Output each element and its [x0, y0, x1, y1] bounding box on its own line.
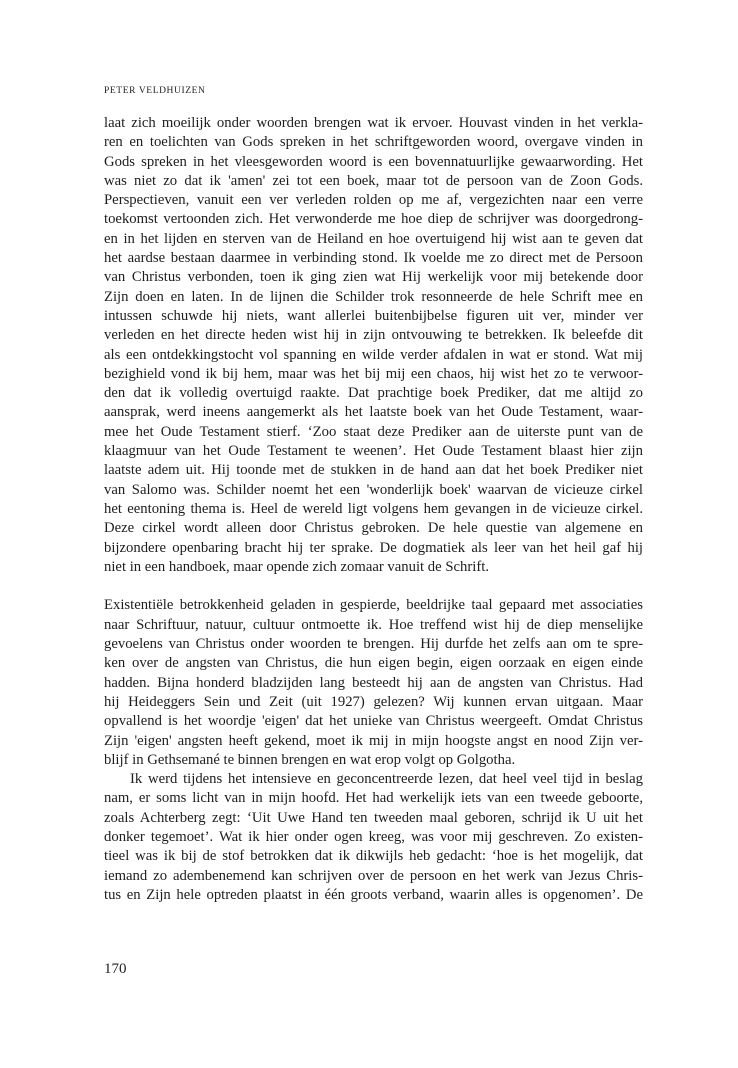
text-line: zoals Achterberg zegt: ‘Uit Uwe Hand ten tweeden maal geboren, schrijd ik U uit het — [104, 809, 643, 826]
text-line: was niet zo dat ik 'amen' zei tot een boek, maar tot de persoon van de Zoon Gods. — [104, 172, 643, 189]
text-line: laatste adem uit. Hij toonde met de stukken in de hand aan dat het boek Prediker niet — [104, 462, 643, 479]
text-line: tieel was ik bij de stof betrokken dat ik dikwijls heb gedacht: ‘hoe is het mogelijk, dat — [104, 848, 643, 865]
text-line: laat zich moeilijk onder woorden brengen wat ik ervoer. Houvast vinden in het verkla- — [104, 115, 643, 131]
text-line: het eentoning thema is. Heel de wereld ligt volgens hem gevangen in de vicieuze cirkel. — [104, 500, 643, 517]
text-line: bijzondere openbaring bracht hij ter sprake. De dogmatiek als leer van het heil gaf hij — [104, 539, 643, 556]
text-line: intussen schuwde hij niets, want allerlei buitenbijbelse figuren uit ver, minder ver — [104, 307, 643, 324]
text-line: blijf in Gethsemané te binnen brengen en wat erop volgt op Golgotha. — [104, 751, 516, 768]
body-text — [104, 114, 643, 905]
text-line: klaagmuur van het Oude Testament te weenen’. Het Oude Testament blaast hier zijn — [104, 443, 643, 460]
running-head: PETER VELDHUIZEN — [104, 86, 206, 96]
text-line: hij Heideggers Sein und Zeit (uit 1927) gelezen? Wij kunnen ervan uitgaan. Maar — [104, 693, 643, 710]
text-line: van Salomo was. Schilder noemt het een 'wonderlijk boek' waarvan de vicieuze cirkel — [104, 481, 643, 498]
text-line: van Christus verbonden, toen ik ging zien wat Hij werkelijk voor mij betekende door — [104, 269, 643, 286]
text-line: naar Schriftuur, natuur, cultuur ontmoette ik. Hoe treffend wist hij de diep menselijke — [104, 616, 643, 633]
text-line: donker tegemoet’. Wat ik hier onder ogen kreeg, was voor mij geschreven. Zo existen- — [104, 828, 643, 845]
text-line: Gods spreken in het vleesgeworden woord is een bovennatuurlijke gewaarwording. Het — [104, 153, 643, 170]
text-line: het aardse bestaan daarmee in verbinding stond. Ik voelde me zo direct met de Persoon — [104, 250, 643, 267]
text-line: toekomst vertoonden zich. Het verwonderde me hoe diep de schrijver was doorgedrong- — [104, 211, 643, 228]
text-line: aansprak, werd ineens aangemerkt als het laatste boek van het Oude Testament, waar- — [104, 404, 643, 421]
text-line: bezighield vond ik bij hem, maar was het bij mij een chaos, hij wist het zo te verwoor- — [104, 365, 643, 382]
page-number: 170 — [104, 961, 127, 977]
text-line: den dat ik volledig overtuigd raakte. Dat prachtige boek Prediker, dat me altijd zo — [104, 385, 643, 402]
text-line: opvallend is het woordje 'eigen' dat het unieke van Christus weergeeft. Omdat Christus — [104, 713, 643, 730]
text-line: mee het Oude Testament stierf. ‘Zoo staat deze Prediker aan de uiterste punt van de — [104, 423, 643, 440]
text-line: tus en Zijn hele optreden plaatst in één groots verband, waarin alles is opgenomen’. De — [104, 886, 643, 903]
text-line: verleden en het directe heden wist hij in zijn ontvouwing te betrekken. Ik beleefde dit — [104, 327, 643, 344]
paragraph-gap — [104, 577, 643, 596]
text-line: gevoelens van Christus onder woorden te brengen. Hij durfde het zelfs aan om te spre- — [104, 636, 643, 653]
text-line: Existentiële betrokkenheid geladen in gespierde, beeldrijke taal gepaard met associaties — [104, 597, 643, 614]
text-line: ren en toelichten van Gods spreken in het schriftgeworden woord, overgave vinden in — [104, 134, 643, 151]
text-line: Perspectieven, vanuit een ver verleden rolden op me af, vergezichten naar een verre — [104, 192, 643, 209]
text-line: hadden. Bijna honderd bladzijden lang besteedt hij aan de angsten van Christus. Had — [104, 674, 643, 691]
text-line: als een ontdekkingstocht vol spanning en wilde verder afdalen in wat er stond. Wat mij — [104, 346, 643, 363]
text-line: niet in een handboek, maar opende zich zomaar vanuit de Schrift. — [104, 558, 489, 575]
text-line: nam, er soms licht van in mijn hoofd. Het had werkelijk iets van een tweede geboorte, — [104, 790, 643, 807]
text-line: Ik werd tijdens het intensieve en geconcentreerde lezen, dat heel veel tijd in beslag — [130, 771, 643, 788]
text-line: Deze cirkel wordt alleen door Christus gebroken. De hele questie van algemene en — [104, 520, 643, 537]
paragraph-1 — [104, 114, 643, 577]
text-line: Zijn 'eigen' angsten heeft gekend, moet ik mij in mijn hoogste angst en nood Zijn ver- — [104, 732, 643, 749]
paragraph-2 — [104, 596, 643, 770]
text-line: ken over de angsten van Christus, die hun eigen begin, eigen oorzaak en eigen einde — [104, 655, 643, 672]
text-line: Zijn doen en laten. In de lijnen die Schilder trok resonneerde de hele Schrift mee en — [104, 288, 643, 305]
text-line: iemand zo adembenemend kan schrijven over de persoon en het werk van Jezus Chris- — [104, 867, 643, 884]
paragraph-3 — [104, 770, 643, 905]
text-line: en in het lijden en sterven van de Heiland en hoe overtuigend hij wist aan te geven dat — [104, 230, 643, 247]
